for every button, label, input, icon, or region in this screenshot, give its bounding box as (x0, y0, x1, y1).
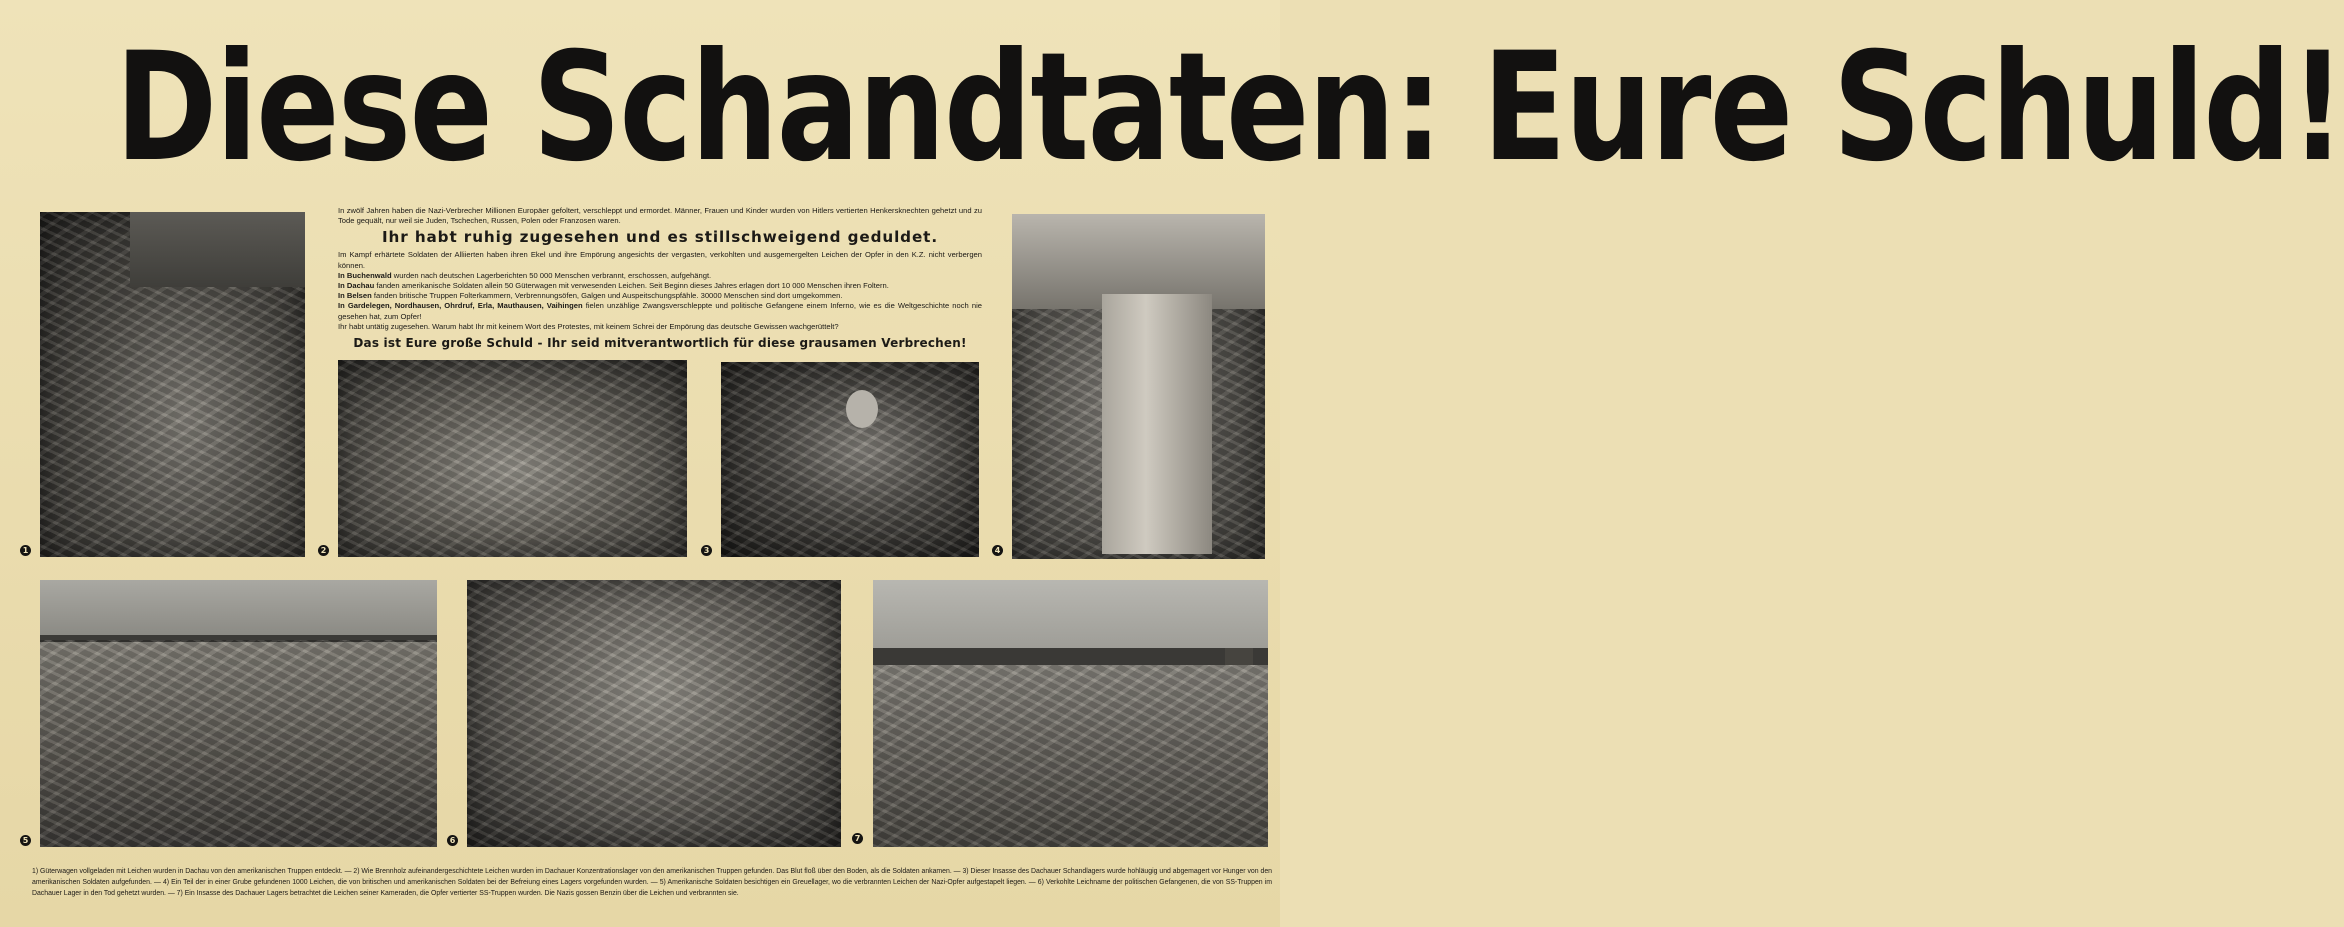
photo-number-3: 3 (701, 545, 712, 556)
photo-number-4: 4 (992, 545, 1003, 556)
callout-guilt: Das ist Eure große Schuld - Ihr seid mitverantwortlich für diese grausamen Verbrechen! (353, 336, 967, 351)
photo-number-7: 7 (852, 833, 863, 844)
photo-4-pit (1012, 214, 1265, 559)
photo-2-stacked-bodies (338, 360, 687, 557)
camp-belsen: In Belsen fanden britische Truppen Folterkammern, Verbrennungsöfen, Galgen und Auspeitschungspfähle. 30000 Menschen sind dort umgekommen. (338, 291, 843, 301)
soldiers-paragraph: Im Kampf erhärtete Soldaten der Alliierten haben ihren Ekel und ihre Empörung angesichts der vergasten, verkohlten und ausgemergelten Leichen der Opfer in den K.Z. nicht verbergen können. (338, 250, 982, 270)
camp-buchenwald: In Buchenwald wurden nach deutschen Lagerberichten 50 000 Menschen verbrannt, erschossen, aufgehängt. (338, 270, 712, 280)
photo-number-6: 6 (447, 835, 458, 846)
photo-6-charred-bodies (467, 580, 841, 847)
photo-3-prisoner (721, 362, 979, 557)
callout-silent: Ihr habt ruhig zugesehen und es stillschweigend geduldet. (381, 228, 938, 247)
headline: Diese Schandtaten: Eure Schuld! (115, 21, 2344, 195)
question-paragraph: Ihr habt untätig zugesehen. Warum habt Ihr mit keinem Wort des Protestes, mit keinem Schrei der Empörung das deutsche Gewissen wachgerüttelt? (338, 321, 839, 331)
photo-number-5: 5 (20, 835, 31, 846)
photo-number-1: 1 (20, 545, 31, 556)
intro-paragraph: In zwölf Jahren haben die Nazi-Verbrecher Millionen Europäer gefoltert, verschleppt und ermordet. Männer, Frauen und Kinder wurden von Hitlers vertierten Henkersknechten gehetzt und zu Tode gequält, nur weil sie Juden, Tschechen, Russen, Polen oder Franzosen waren. (338, 206, 982, 226)
main-text (338, 206, 982, 351)
photo-1-freight-car (40, 212, 305, 557)
photo-7-camp-yard (873, 580, 1268, 847)
photo-captions: 1) Güterwagen vollgeladen mit Leichen wurden in Dachau von den amerikanischen Truppen entdeckt. — 2) Wie Brennholz aufeinandergeschichtete Leichen wurden im Dachauer Konzentrationslager von den amerikanischen Truppen gefunden. Das Blut floß über den Boden, als die Soldaten ankamen. — 3) Dieser Insasse des Dachauer Schandlagers wurde hohläugig und abgemagert vor Hunger von den amerikanischen Soldaten aufgefunden. — 4) Ein Teil der in einer Grube gefundenen 1000 Leichen, die von britischen und amerikanischen Soldaten bei der Befreiung eines Lagers vorgefunden wurden. — 5) Amerikanische Soldaten besichtigen ein Greuellager, wo die verbrannten Leichen der Nazi-Opfer aufgestapelt liegen. — 6) Verkohlte Leichname der politischen Gefangenen, die von SS-Truppen im Dachauer Lager in den Tod gehetzt wurden. — 7) Ein Insasse des Dachauer Lagers betrachtet die Leichen seiner Kameraden, die Opfer vertierter SS-Truppen wurden. Die Nazis gossen Benzin über die Leichen und verbrannten sie. (32, 868, 1272, 897)
camp-dachau: In Dachau fanden amerikanische Soldaten allein 50 Güterwagen mit verwesenden Leichen. Seit Beginn dieses Jahres erlagen dort 10 000 Menschen ihren Foltern. (338, 281, 889, 291)
photo-5-soldiers-inspecting (40, 580, 437, 847)
photo-number-2: 2 (318, 545, 329, 556)
camp-others: In Gardelegen, Nordhausen, Ohrdruf, Erla, Mauthausen, Vaihingen fielen unzählige Zwangsverschleppte und politische Gefangene einem Inferno, wie es die Weltgeschichte noch nie gesehen hat, zum Opfer! (338, 301, 982, 321)
